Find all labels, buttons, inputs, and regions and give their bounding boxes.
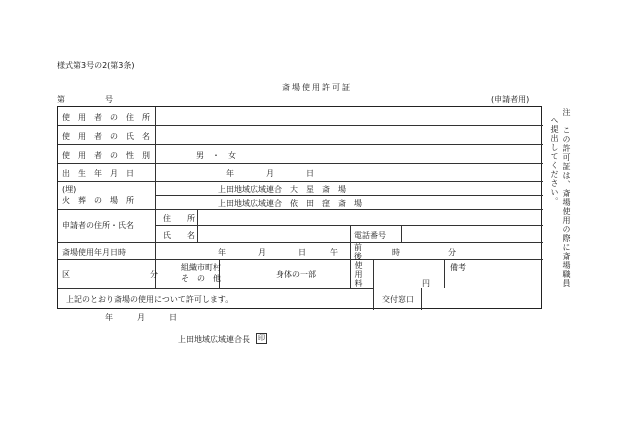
applicant-address-label: 住 所 (163, 214, 195, 223)
category-option-2: 身体の一部 (276, 270, 316, 279)
permit-form-table (57, 106, 542, 309)
user-name-label: 使 用 者 の 氏 名 (62, 132, 150, 141)
birth-date-values: 年 月 日 (226, 169, 314, 178)
birth-date-label: 出 生 年 月 日 (62, 169, 134, 178)
cremation-prefix: (埋) (62, 185, 77, 194)
user-address-label: 使 用 者 の 住 所 (62, 113, 150, 122)
document-title: 斎場使用許可証 (282, 83, 352, 92)
applicant-label: 申請者の住所・氏名 (62, 221, 134, 230)
place-option-2: 上田地域広域連合 依 田 窪 斎 場 (218, 199, 362, 208)
category-option-1-line2: そ の 他 (181, 274, 221, 283)
permit-text: 上記のとおり斎場の使用について許可します。 (66, 295, 234, 304)
user-sex-label: 使 用 者 の 性 別 (62, 151, 150, 160)
cremation-place-label: 火 葬 の 場 所 (62, 196, 134, 205)
number-suffix: 号 (105, 95, 113, 104)
sex-options: 男 ・ 女 (196, 151, 236, 160)
form-number: 様式第3号の2(第3条) (57, 61, 135, 70)
fee-label: 使用料 (354, 261, 363, 288)
remarks-label: 備考 (450, 263, 466, 272)
ampm-before: 前 (354, 243, 362, 252)
applicant-name-label: 氏 名 (163, 231, 195, 240)
note-line-1: 注 この許可証は、斎場使用の際に斎場職員 (562, 108, 571, 288)
applicant-use-label: (申請者用) (491, 95, 530, 104)
time-values: 時 分 (392, 248, 456, 257)
category-option-1-line1: 組織市町村 (181, 263, 221, 272)
ampm-after: 後 (354, 252, 362, 261)
number-prefix: 第 (57, 95, 65, 104)
issuer-label: 上田地域広域連合長 (178, 335, 250, 344)
note-line-2: へ提出してください。 (550, 116, 559, 206)
category-label: 区 分 (62, 270, 158, 279)
use-datetime-values: 年 月 日 午 (218, 248, 338, 257)
phone-label: 電話番号 (354, 231, 386, 240)
place-option-1: 上田地域広域連合 大 星 斎 場 (218, 185, 346, 194)
use-datetime-label: 斎場使用年月日時 (62, 248, 126, 257)
permit-date: 年 月 日 (105, 313, 177, 322)
yen-label: 円 (422, 279, 430, 288)
issue-window-label: 交付窓口 (382, 295, 414, 304)
seal-box: 印 (258, 334, 265, 342)
